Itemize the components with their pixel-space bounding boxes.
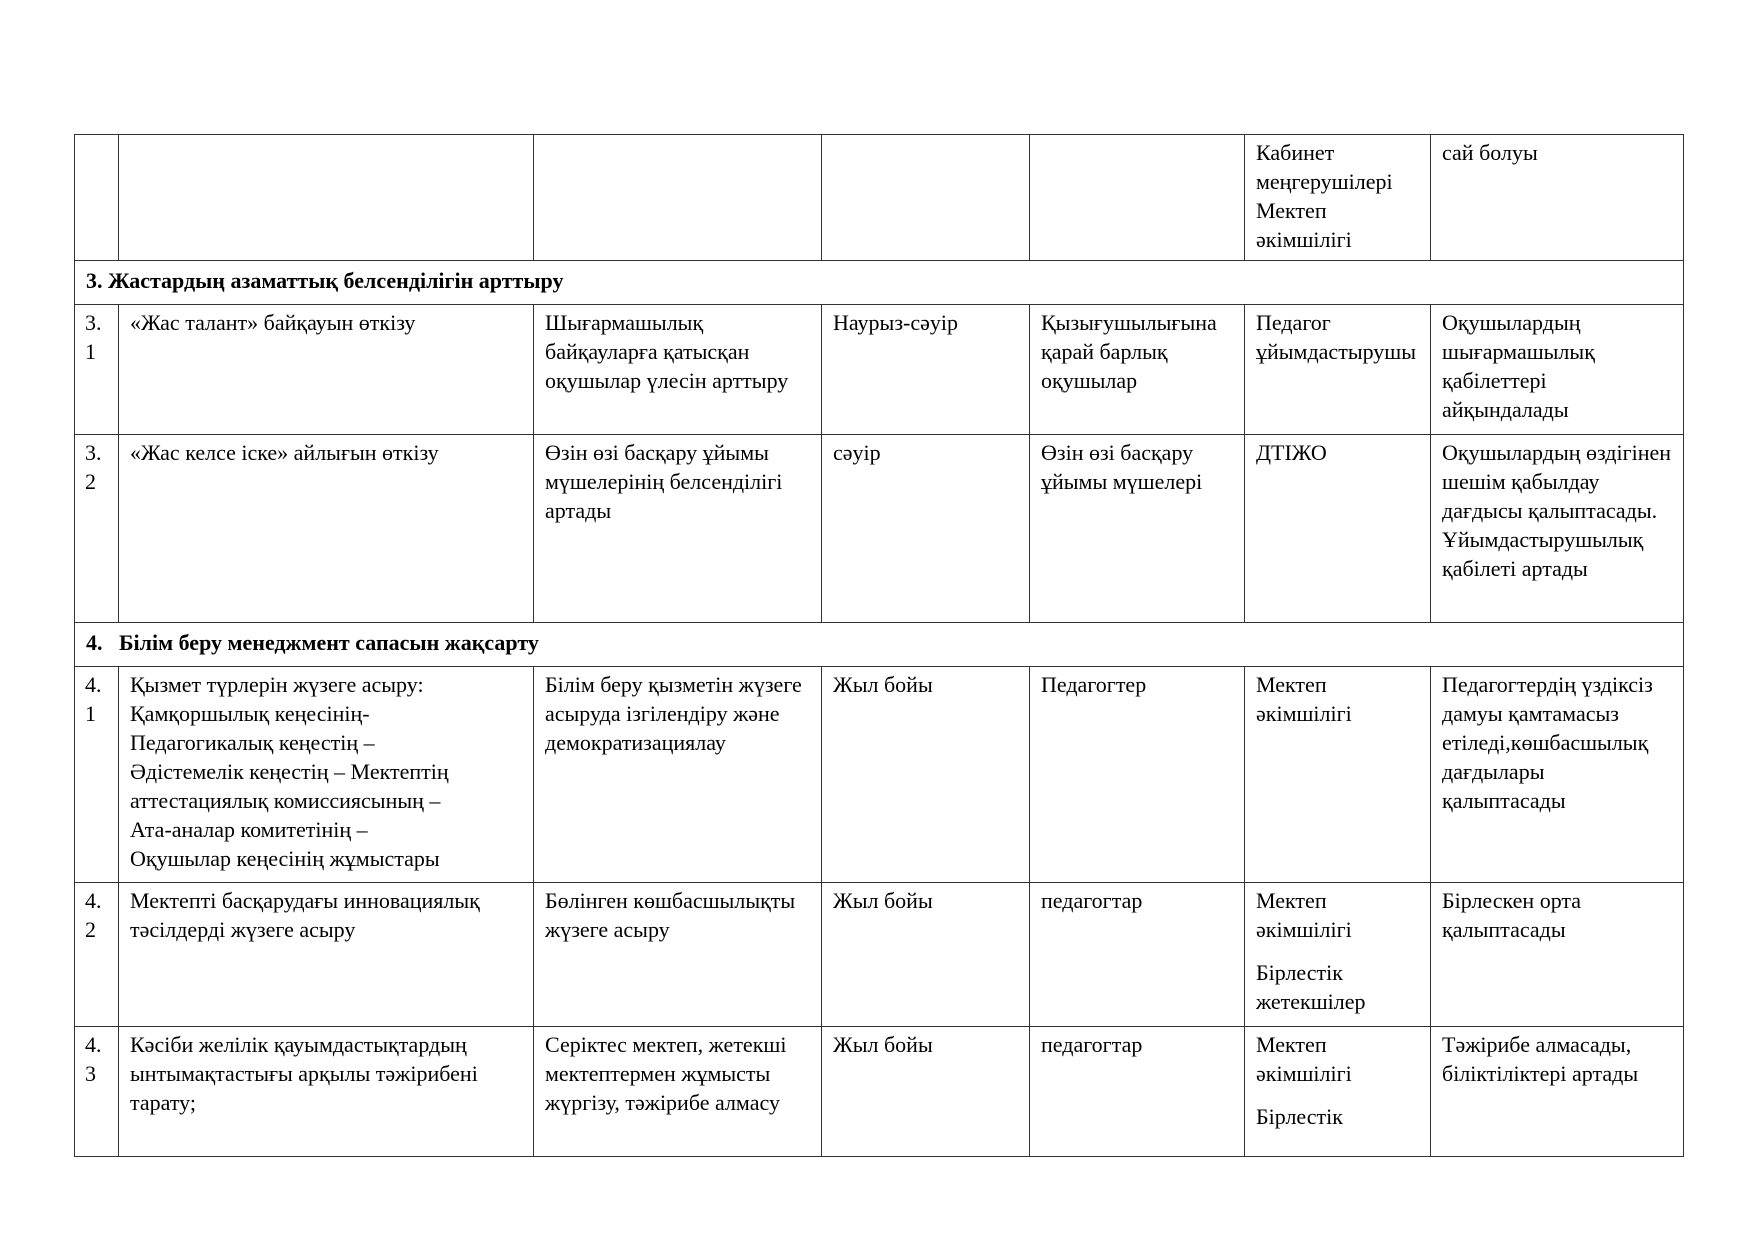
section-header-row — [75, 261, 1684, 305]
responsible-text: Мектеп әкімшілігі — [1256, 198, 1352, 252]
row-number-cell — [75, 667, 119, 883]
goal-cell: Білім беру қызметін жүзеге асыруда ізгілендіру және демократизациялау — [534, 667, 822, 883]
participants-cell: педагогтар — [1030, 1027, 1245, 1157]
activity-line: Ата-аналар комитетінің – — [130, 817, 368, 842]
row-number: 2 — [85, 917, 96, 942]
time-cell: Жыл бойы — [822, 1027, 1030, 1157]
responsible-cell — [1245, 135, 1431, 261]
participants-cell: педагогтар — [1030, 883, 1245, 1027]
row-number: 3 — [85, 1061, 96, 1086]
activity-cell: «Жас талант» байқауын өткізу — [119, 305, 534, 435]
goal-cell: Өзін өзі басқару ұйымы мүшелерінің белсенділігі артады — [534, 435, 822, 623]
time-cell — [822, 135, 1030, 261]
time-cell: Наурыз-сәуір — [822, 305, 1030, 435]
goal-cell: Серіктес мектеп, жетекші мектептермен жұмысты жүргізу, тәжірибе алмасу — [534, 1027, 822, 1157]
activity-line: Қамқоршылық кеңесінің- — [130, 701, 370, 726]
participants-cell: Педагогтер — [1030, 667, 1245, 883]
row-number: 4. — [85, 1032, 102, 1057]
table-row — [75, 135, 1684, 261]
responsible-cell — [1245, 667, 1431, 883]
responsible-text: Бірлестік — [1256, 1104, 1343, 1129]
row-number-cell — [75, 305, 119, 435]
table-row — [75, 305, 1684, 435]
responsible-text: Кабинет меңгерушілері — [1256, 140, 1393, 194]
table-row — [75, 1027, 1684, 1157]
result-cell: Оқушылардың өздігінен шешім қабылдау дағдысы қалыптасады. Ұйымдастырушылық қабілеті артады — [1431, 435, 1684, 623]
responsible-cell: ДТІЖО — [1245, 435, 1431, 623]
participants-cell: Қызығушылығына қарай барлық оқушылар — [1030, 305, 1245, 435]
responsible-cell — [1245, 883, 1431, 1027]
responsible-text: Бірлестік жетекшілер — [1256, 960, 1366, 1014]
row-number-cell — [75, 1027, 119, 1157]
goal-cell — [534, 135, 822, 261]
table-row — [75, 883, 1684, 1027]
table-row — [75, 667, 1684, 883]
goal-cell: Шығармашылық байқауларға қатысқан оқушылар үлесін арттыру — [534, 305, 822, 435]
time-cell: Жыл бойы — [822, 667, 1030, 883]
row-number-cell — [75, 135, 119, 261]
time-cell: сәуір — [822, 435, 1030, 623]
goal-cell: Бөлінген көшбасшылықты жүзеге асыру — [534, 883, 822, 1027]
responsible-text: Мектеп әкімшілігі — [1256, 888, 1352, 942]
activity-line: Қызмет түрлерін жүзеге асыру: — [130, 672, 424, 697]
row-number: 2 — [85, 469, 96, 494]
row-number: 4. — [85, 672, 102, 697]
action-plan-table — [74, 134, 1684, 1157]
activity-cell: Мектепті басқарудағы инновациялық тәсілдерді жүзеге асыру — [119, 883, 534, 1027]
activity-line: Оқушылар кеңесінің жұмыстары — [130, 846, 440, 871]
activity-cell — [119, 135, 534, 261]
result-cell: Педагогтердің үздіксіз дамуы қамтамасыз етіледі,көшбасшылық дағдылары қалыптасады — [1431, 667, 1684, 883]
section-title: 3. Жастардың азаматтық белсенділігін арттыру — [75, 261, 1684, 305]
result-cell: Оқушылардың шығармашылық қабілеттері айқындалады — [1431, 305, 1684, 435]
participants-cell: Өзін өзі басқару ұйымы мүшелері — [1030, 435, 1245, 623]
row-number: 1 — [85, 339, 96, 364]
row-number: 4. — [85, 888, 102, 913]
responsible-cell: Педагог ұйымдастырушы — [1245, 305, 1431, 435]
row-number-cell — [75, 883, 119, 1027]
section-header-row — [75, 623, 1684, 667]
row-number: 3. — [85, 440, 102, 465]
row-number: 3. — [85, 310, 102, 335]
section-title: 4. Білім беру менеджмент сапасын жақсарту — [75, 623, 1684, 667]
row-number: 1 — [85, 701, 96, 726]
activity-cell: Кәсіби желілік қауымдастықтардың ынтымақтастығы арқылы тәжірибені тарату; — [119, 1027, 534, 1157]
result-cell: сай болуы — [1431, 135, 1684, 261]
participants-cell — [1030, 135, 1245, 261]
responsible-text: Мектеп әкімшілігі — [1256, 1032, 1352, 1086]
activity-cell: «Жас келсе іске» айлығын өткізу — [119, 435, 534, 623]
activity-cell — [119, 667, 534, 883]
result-cell: Бірлескен орта қалыптасады — [1431, 883, 1684, 1027]
activity-line: Педагогикалық кеңестің – — [130, 730, 375, 755]
responsible-cell — [1245, 1027, 1431, 1157]
activity-line: Әдістемелік кеңестің – Мектептің аттестациялық комиссиясының – — [130, 759, 449, 813]
result-cell: Тәжірибе алмасады, біліктіліктері артады — [1431, 1027, 1684, 1157]
responsible-text: Мектеп әкімшілігі — [1256, 672, 1352, 726]
row-number-cell — [75, 435, 119, 623]
time-cell: Жыл бойы — [822, 883, 1030, 1027]
table-row — [75, 435, 1684, 623]
